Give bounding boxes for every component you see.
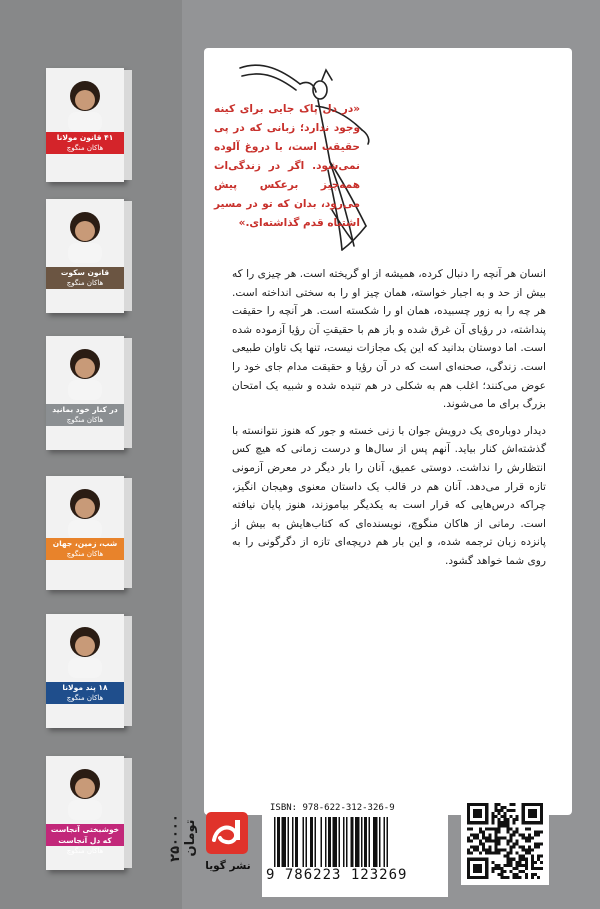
book-author: هاکان منگوچ: [66, 694, 104, 702]
author-photo-icon: [56, 205, 114, 263]
book-title-band: [46, 267, 124, 289]
book-title: قانون سکوت: [60, 268, 110, 277]
book-title: خوشبختی آنجاست که دل آنجاست: [50, 825, 120, 845]
book-title: شب، زمین، جهان: [52, 539, 118, 548]
book-spine: [124, 616, 132, 726]
book-thumbnail: [46, 68, 124, 182]
author-photo-icon: [56, 762, 114, 820]
book-title: ۴۱ قانون مولانا: [56, 133, 114, 142]
book-thumbnail: [46, 476, 124, 590]
publisher-block: [198, 810, 258, 890]
blurb-paragraph: انسان هر آنچه را دنبال کرده، همیشه از او گریخته است. هر چیزی را که بیش از حد و به اجبار خواسته، همان چیز او را به سختی انداخته است. هر چه را به زور چسبیده، همان او را شکسته است. هر آنچه را حقیقت پنداشته، در رؤیای آن غرق شده و باز هم با حقیقتِ آن رؤیا آزموده شده است. اما دوستان بدانید که این یک مجازات نیست، تنها یک تاوان طبیعی است. زندگی، صحنه‌ای است که در آن رؤیا و حقیقت مدام جای خود را عوض می‌کنند؛ اغلب هم به شکلی در هم تنیده شده و شبیه یک امتحان بزرگ برای ما می‌شوند.: [232, 268, 546, 411]
barcode-icon: [272, 817, 440, 867]
book-title-band: [46, 132, 124, 154]
book-title-band: [46, 682, 124, 704]
book-title-band: [46, 538, 124, 560]
isbn-label: ISBN: 978-622-312-326-9: [270, 803, 395, 813]
barcode-block: [262, 797, 448, 897]
book-spine: [124, 201, 132, 311]
book-title-band: [46, 404, 124, 426]
author-photo-icon: [56, 482, 114, 540]
pull-quote: «در دل پاک جایی برای کینه وجود ندارد؛ زبانی که در پی حقیقت است، با دروغ آلوده نمی‌شود. اگر در زندگی‌ات همه‌چیز برعکس پیش می‌رود، بدان که تو در مسیر اشتباه قدم گذاشته‌ای.»: [214, 103, 360, 229]
publisher-name: نشر گویا: [205, 860, 251, 872]
book-thumbnail: [46, 614, 124, 728]
book-spine: [124, 478, 132, 588]
book-spine: [124, 758, 132, 868]
author-photo-icon: [56, 74, 114, 132]
blurb-paragraph: دیدار دوباره‌ی یک درویش جوان با زنی خسته و جور که هنوز نتوانسته با گذشته‌اش کنار بیاید. آنهم پس از سال‌ها و درست زمانی که هیچ کس انتظارش را نداشت. دوستی عمیق، آنان را بار دیگر در معرض آزمونی تازه قرار می‌دهد. آنان هم در قالب یک داستان معنوی وهیجان انگیز، چراکه درس‌هایی که قرار است به یکدیگر بیاموزند، هنوز پایان نیافته است. رمانی از هاکان منگوچ، نویسنده‌ای که کتاب‌هایش به بیش از پانزده زبان ترجمه شده، و این بار هم دریچه‌ای تازه از دگرگونی را به روی شما خواهد گشود.: [232, 424, 546, 567]
goya-logo-icon: [206, 812, 248, 854]
qr-code-icon: [467, 803, 543, 879]
book-thumbnail: [46, 756, 124, 870]
book-author: هاکان منگوچ: [66, 416, 104, 424]
author-photo-icon: [56, 342, 114, 400]
blurb-text: [232, 265, 546, 571]
price-text: ۲۵۰۰۰۰ تومان: [168, 814, 198, 862]
book-title: ۱۸ پند مولانا: [62, 683, 108, 692]
price-label: [168, 802, 196, 874]
book-thumbnail: [46, 199, 124, 313]
barcode-number: 9 786223 123269: [266, 867, 408, 883]
book-title-band: [46, 824, 124, 855]
author-photo-icon: [56, 620, 114, 678]
qr-block: [461, 797, 549, 885]
book-spine: [124, 338, 132, 448]
book-title: در کنار خود بمانید: [52, 405, 118, 414]
book-author: هاکان منگوچ: [66, 279, 104, 287]
book-spine: [124, 70, 132, 180]
book-author: هاکان منگوچ: [66, 550, 104, 558]
book-author: هاکان منگوچ: [66, 144, 104, 152]
book-thumbnail: [46, 336, 124, 450]
book-author: هاکان منگوچ: [66, 847, 104, 855]
